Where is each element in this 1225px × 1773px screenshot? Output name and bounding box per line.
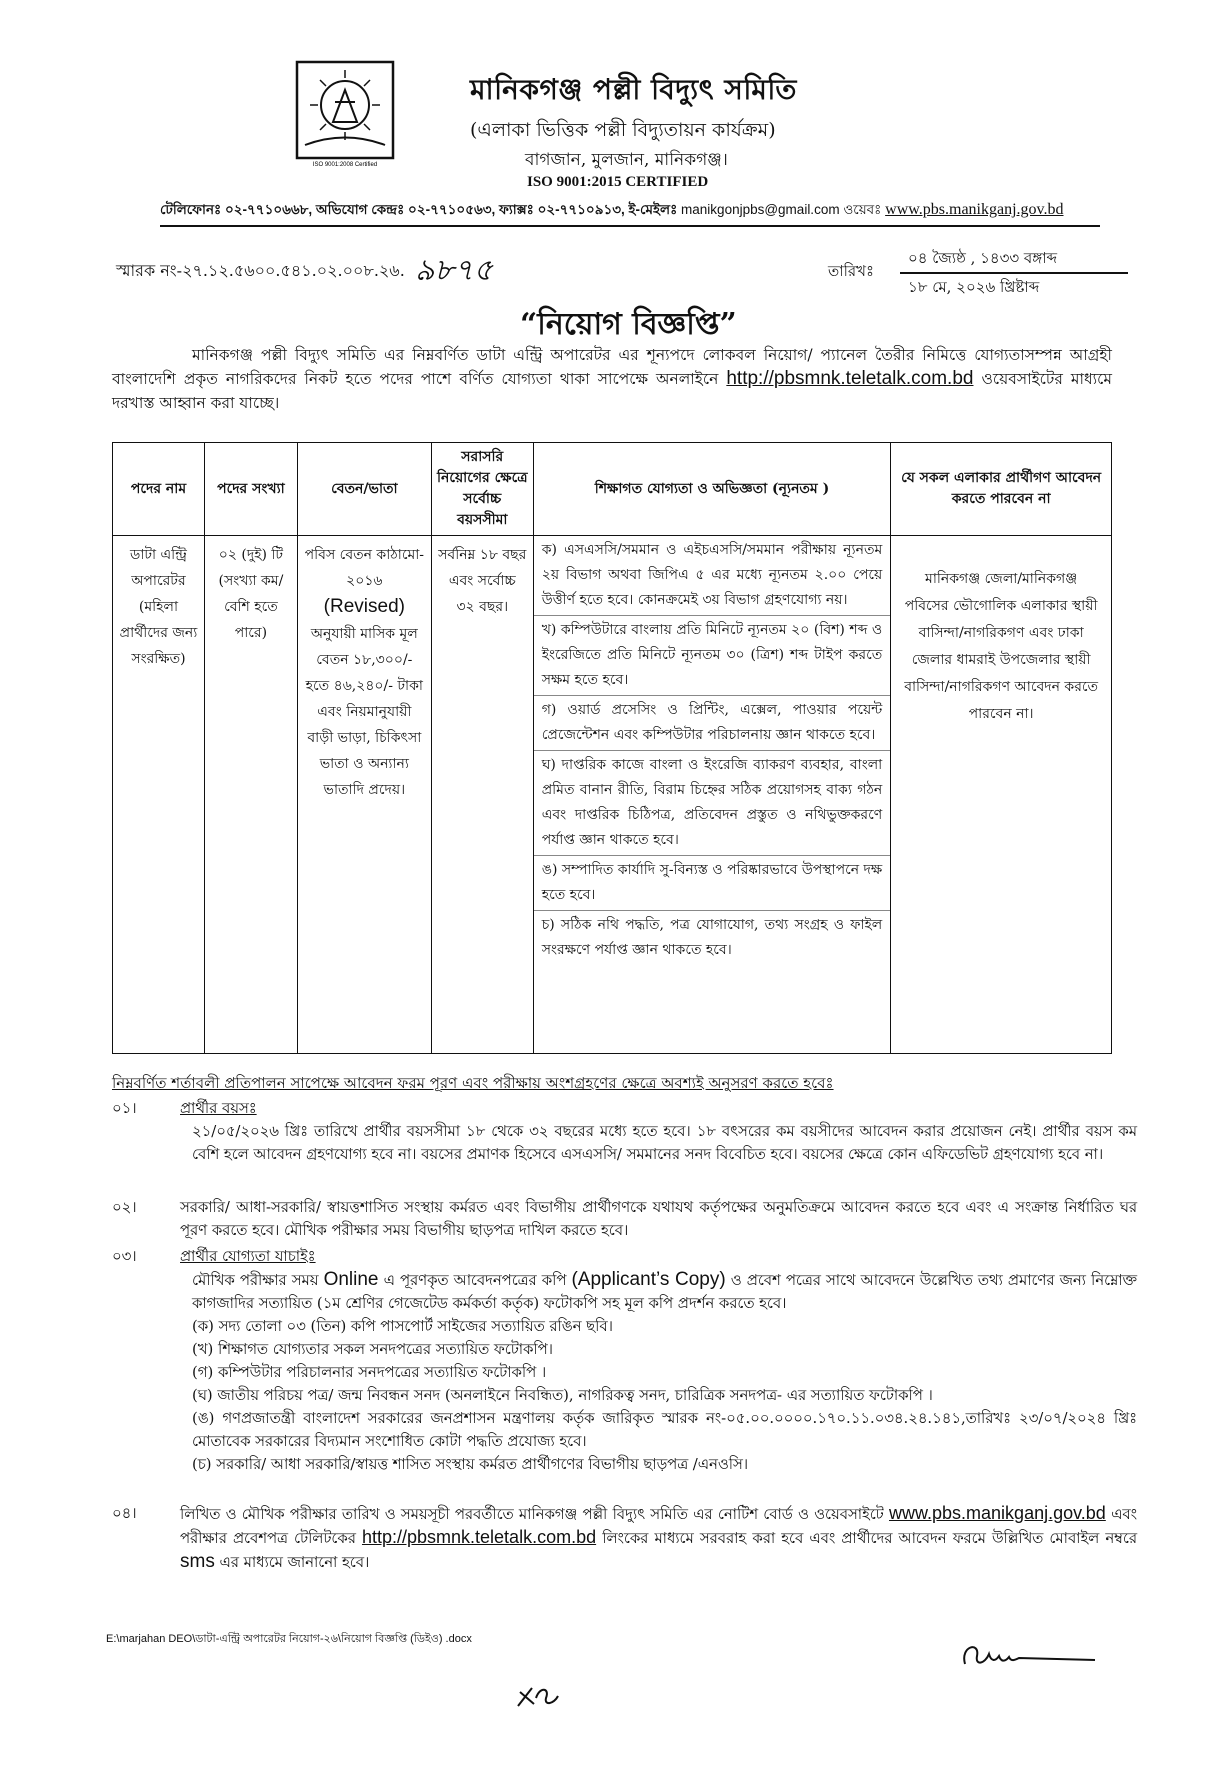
item-number: ০১। bbox=[112, 1100, 137, 1117]
header-count: পদের সংখ্যা bbox=[204, 443, 297, 536]
intro-text-end: ওয়েবসাইটের মাধ্যমে দরখাস্ত আহ্বান করা যাচ্ছে। bbox=[112, 370, 1113, 412]
item-text-part: মৌখিক পরীক্ষার সময় bbox=[192, 1272, 319, 1289]
website-label: ওয়েবঃ bbox=[843, 202, 882, 217]
excluded-text: মানিকগঞ্জ জেলা/মানিকগঞ্জ পবিসের ভৌগোলিক এলাকার স্থায়ী বাসিন্দা/নাগরিকগণ এবং ঢাকা জেলার ধামরাই উপজেলার স্থায়ী বাসিন্দা/নাগরিকগণ আবেদন করতে পারবেন না। bbox=[904, 571, 1099, 722]
document-item: (খ) শিক্ষাগত যোগ্যতার সকল সনদপত্রের সত্যায়িত ফটোকপি। bbox=[192, 1341, 553, 1358]
item-text bbox=[192, 1268, 1137, 1315]
organization-name: মানিকগঞ্জ পল্লী বিদ্যুৎ সমিতি bbox=[470, 73, 797, 106]
item-text-part: এর মাধ্যমে জানানো হবে। bbox=[219, 1554, 370, 1571]
post-count: ০২ (দুই) টি (সংখ্যা কম/বেশি হতে পারে) bbox=[204, 536, 297, 1054]
organization-subtitle: (এলাকা ভিত্তিক পল্লী বিদ্যুতায়ন কার্যক্রম) bbox=[470, 119, 776, 141]
document-item: (গ) কম্পিউটার পরিচালনার সনদপত্রের সত্যায়িত ফটোকপি । bbox=[192, 1364, 547, 1381]
contact-email[interactable]: manikgonjpbs@gmail.com bbox=[681, 202, 840, 217]
item-number: ০৩। bbox=[112, 1248, 137, 1265]
item-text-part: এবং পরীক্ষার প্রবেশপত্র টেলিটকের bbox=[180, 1506, 1137, 1547]
initial-mark bbox=[510, 1676, 570, 1716]
file-path: E:\marjahan DEO\ডাটা-এন্ট্রি অপারেটর নিয়োগ-২৬\নিয়োগ বিজ্ঞপ্তি (ডিইও) .docx bbox=[106, 1633, 472, 1645]
teletalk-link[interactable]: http://pbsmnk.teletalk.com.bd bbox=[361, 1527, 597, 1547]
post-salary bbox=[297, 536, 431, 1054]
svg-text:ISO 9001:2008 Certified: ISO 9001:2008 Certified bbox=[312, 162, 378, 168]
header-qualification: শিক্ষাগত যোগ্যতা ও অভিজ্ঞতা (ন্যূনতম ) bbox=[533, 443, 891, 536]
date-label: তারিখঃ bbox=[828, 262, 874, 280]
item-heading: প্রার্থীর যোগ্যতা যাচাইঃ bbox=[180, 1248, 316, 1265]
table-header-row bbox=[113, 443, 1112, 536]
date-english: ১৮ মে, ২০২৬ খ্রিষ্টাব্দ bbox=[908, 278, 1040, 296]
condition-item-4 bbox=[112, 1502, 1137, 1574]
item-text-part: লিংকের মাধ্যমে সরবরাহ করা হবে এবং প্রার্থীদের আবেদন ফরমে উল্লিখিত মোবাইল নম্বরে bbox=[602, 1530, 1137, 1547]
item-text: ২১/০৫/২০২৬ খ্রিঃ তারিখে প্রার্থীর বয়সসীমা ১৮ থেকে ৩২ বছরের মধ্যে হতে হবে। ১৮ বৎসরের কম বয়সীদের আবেদন করার প্রয়োজন নেই। প্রার্থীর বয়স কম বেশি হলে আবেদন গ্রহণযোগ্য হবে না। বয়সের প্রমাণক হিসেবে এসএসসি/ সমমানের সনদ বিবেচিত হবে। বয়সের ক্ষেত্রে কোন এফিডেভিট গ্রহণযোগ্য হবে না। bbox=[192, 1123, 1137, 1163]
item-text-part: এ পূরণকৃত আবেদনপত্রের কপি bbox=[383, 1272, 567, 1289]
header-excluded: যে সকল এলাকার প্রার্থীগণ আবেদন করতে পারবেন না bbox=[891, 443, 1112, 536]
applicant-copy: (Applicant’s Copy) bbox=[571, 1269, 726, 1290]
qualification-item: খ) কম্পিউটারে বাংলায় প্রতি মিনিটে ন্যূনতম ২০ (বিশ) শব্দ ও ইংরেজিতে প্রতি মিনিটে ন্যূনতম ৩০ (ত্রিশ) শব্দ টাইপ করতে সক্ষম হতে হবে। bbox=[534, 616, 891, 696]
organization-logo bbox=[295, 60, 395, 168]
item-number: ০২। bbox=[112, 1199, 137, 1216]
teletalk-link[interactable]: http://pbsmnk.teletalk.com.bd bbox=[726, 368, 974, 389]
salary-structure: পবিস বেতন কাঠামো- ২০১৬ bbox=[304, 547, 425, 589]
memo-handwritten-number: ৯৮৭৫ bbox=[415, 253, 493, 288]
qualification-item: ক) এসএসসি/সমমান ও এইচএসসি/সমমান পরীক্ষায় ন্যূনতম ২য় বিভাগ অথবা জিপিএ ৫ এর মধ্যে ন্যূনতম ২.০০ পেয়ে উত্তীর্ণ হতে হবে। কোনক্রমেই ৩য় বিভাগ গ্রহণযোগ্য নয়। bbox=[534, 536, 891, 616]
header-age: সরাসরি নিয়োগের ক্ষেত্রে সর্বোচ্চ বয়সসীমা bbox=[431, 443, 533, 536]
excluded-areas bbox=[891, 536, 1112, 1054]
signature bbox=[955, 1636, 1105, 1676]
website-link[interactable]: www.pbs.manikganj.gov.bd bbox=[889, 1503, 1106, 1523]
header-post: পদের নাম bbox=[113, 443, 205, 536]
condition-item-2 bbox=[112, 1196, 1137, 1242]
organization-address: বাগজান, মুলজান, মানিকগঞ্জ। bbox=[525, 150, 728, 170]
qualification-item: গ) ওয়ার্ড প্রসেসিং ও প্রিন্টিং, এক্সেল, পাওয়ার পয়েন্ট প্রেজেন্টেশন এবং কম্পিউটার পরিচালনায় জ্ঞান থাকতে হবে। bbox=[534, 696, 891, 751]
salary-revised: (Revised) bbox=[323, 596, 405, 617]
document-item: (চ) সরকারি/ আধা সরকারি/স্বায়ত্ত শাসিত সংস্থায় কর্মরত প্রার্থীগণের বিভাগীয় ছাড়পত্র /এনওসি। bbox=[192, 1456, 749, 1473]
condition-item-1 bbox=[112, 1097, 1137, 1166]
post-qualification bbox=[533, 536, 891, 1054]
post-age: সর্বনিম্ন ১৮ বছর এবং সর্বোচ্চ ৩২ বছর। bbox=[431, 536, 533, 1054]
iso-certification: ISO 9001:2015 CERTIFIED bbox=[527, 174, 709, 190]
qualification-item: চ) সঠিক নথি পদ্ধতি, পত্র যোগাযোগ, তথ্য সংগ্রহ ও ফাইল সংরক্ষণে পর্যাপ্ত জ্ঞান থাকতে হবে। bbox=[541, 917, 883, 958]
online-word: Online bbox=[323, 1269, 379, 1290]
post-name: ডাটা এন্ট্রি অপারেটর (মহিলা প্রার্থীদের জন্য সংরক্ষিত) bbox=[113, 536, 205, 1054]
date-bangla: ০৪ জ্যৈষ্ঠ , ১৪৩৩ বঙ্গাব্দ bbox=[900, 247, 1128, 274]
document-item: (ঙ) গণপ্রজাতন্ত্রী বাংলাদেশ সরকারের জনপ্রশাসন মন্ত্রণালয় কর্তৃক জারিকৃত স্মারক নং-০৫.০০.০০০০.১৭০.১১.০৩৪.২৪.১৪১,তারিখঃ ২৩/০৭/২০২৪ খ্রিঃ মোতাবেক সরকারের বিদ্যমান সংশোধিত কোটা পদ্ধতি প্রযোজ্য হবে। bbox=[192, 1410, 1137, 1450]
intro-paragraph bbox=[112, 343, 1112, 415]
item-text-part: লিখিত ও মৌখিক পরীক্ষার তারিখ ও সময়সূচী পরবর্তীতে মানিকগঞ্জ পল্লী বিদ্যুৎ সমিতি এর নোটিশ বোর্ড ও ওয়েবসাইটে bbox=[180, 1506, 884, 1523]
qualification-item: ঙ) সম্পাদিত কার্যাদি সু-বিন্যস্ত ও পরিষ্কারভাবে উপস্থাপনে দক্ষ হতে হবে। bbox=[534, 856, 891, 911]
job-table bbox=[112, 442, 1112, 1054]
item-text-part: ও প্রবেশ পত্রের সাথে আবেদনে উল্লেখিত তথ্য প্রমাণের জন্য নিম্নোক্ত কাগজাদির সত্যায়িত (১ম শ্রেণির গেজেটেড কর্মকর্তা কর্তৃক) ফটোকপি সহ মূল কপি প্রদর্শন করতে হবে। bbox=[192, 1272, 1137, 1312]
salary-details: অনুযায়ী মাসিক মূল বেতন ১৮,৩০০/- হতে ৪৬,২৪০/- টাকা এবং নিয়মানুযায়ী বাড়ী ভাড়া, চিকিৎসা ভাতা ও অন্যান্য ভাতাদি প্রদেয়। bbox=[305, 626, 423, 798]
item-number: ০৪। bbox=[112, 1505, 137, 1522]
condition-item-3 bbox=[112, 1245, 1137, 1476]
notice-title: “নিয়োগ বিজ্ঞপ্তি” bbox=[520, 307, 737, 342]
contact-line bbox=[160, 199, 1100, 227]
item-text: সরকারি/ আধা-সরকারি/ স্বায়ত্তশাসিত সংস্থায় কর্মরত এবং বিভাগীয় প্রার্থীগণকে যথাযথ কর্তৃপক্ষের অনুমতিক্রমে আবেদন করতে হবে এবং এ সংক্রান্ত নির্ধারিত ঘর পূরণ করতে হবে। মৌখিক পরীক্ষার সময় বিভাগীয় ছাড়পত্র দাখিল করতে হবে। bbox=[180, 1199, 1138, 1239]
table-row bbox=[113, 536, 1112, 1054]
sms-word: sms bbox=[180, 1551, 215, 1572]
qualification-item: ঘ) দাপ্তরিক কাজে বাংলা ও ইংরেজি ব্যাকরণ ব্যবহার, বাংলা প্রমিত বানান রীতি, বিরাম চিহ্নের সঠিক প্রয়োগসহ বাক্য গঠন এবং দাপ্তরিক চিঠিপত্র, প্রতিবেদন প্রস্তুত ও নথিভুক্তকরণে পর্যাপ্ত জ্ঞান থাকতে হবে। bbox=[534, 751, 891, 856]
contact-phones: টেলিফোনঃ ০২-৭৭১০৬৬৮, অভিযোগ কেন্দ্রঃ ০২-৭৭১০৫৬৩, ফ্যাক্সঃ ০২-৭৭১০৯১৩, ই-মেইলঃ bbox=[160, 202, 678, 217]
memo-number: স্মারক নং-২৭.১২.৫৬০০.৫৪১.০২.০০৮.২৬. bbox=[116, 261, 405, 280]
website-link[interactable]: www.pbs.manikganj.gov.bd bbox=[885, 201, 1064, 218]
document-item: (ঘ) জাতীয় পরিচয় পত্র/ জন্ম নিবন্ধন সনদ (অনলাইনে নিবন্ধিত), নাগরিকত্ব সনদ, চারিত্রিক সনদপত্র- এর সত্যায়িত ফটোকপি । bbox=[192, 1387, 933, 1404]
header-salary: বেতন/ভাতা bbox=[297, 443, 431, 536]
item-heading: প্রার্থীর বয়সঃ bbox=[180, 1100, 257, 1117]
conditions-heading: নিম্নবর্ণিত শর্তাবলী প্রতিপালন সাপেক্ষে আবেদন ফরম পূরণ এবং পরীক্ষায় অংশগ্রহণের ক্ষেত্রে অবশ্যই অনুসরণ করতে হবেঃ bbox=[112, 1074, 834, 1092]
intro-text: মানিকগঞ্জ পল্লী বিদ্যুৎ সমিতি এর নিম্নবর্ণিত ডাটা এন্ট্রি অপারেটর এর শূন্যপদে লোকবল নিয়োগ/ প্যানেল তৈরীর নিমিত্তে যোগ্যতাসম্পন্ন আগ্রহী বাংলাদেশি প্রকৃত নাগরিকদের নিকট হতে পদের পাশে বর্ণিত যোগ্যতা থাকা সাপেক্ষে অনলাইনে bbox=[112, 346, 1112, 388]
document-item: (ক) সদ্য তোলা ০৩ (তিন) কপি পাসপোর্ট সাইজের সত্যায়িত রঙিন ছবি। bbox=[192, 1318, 613, 1335]
